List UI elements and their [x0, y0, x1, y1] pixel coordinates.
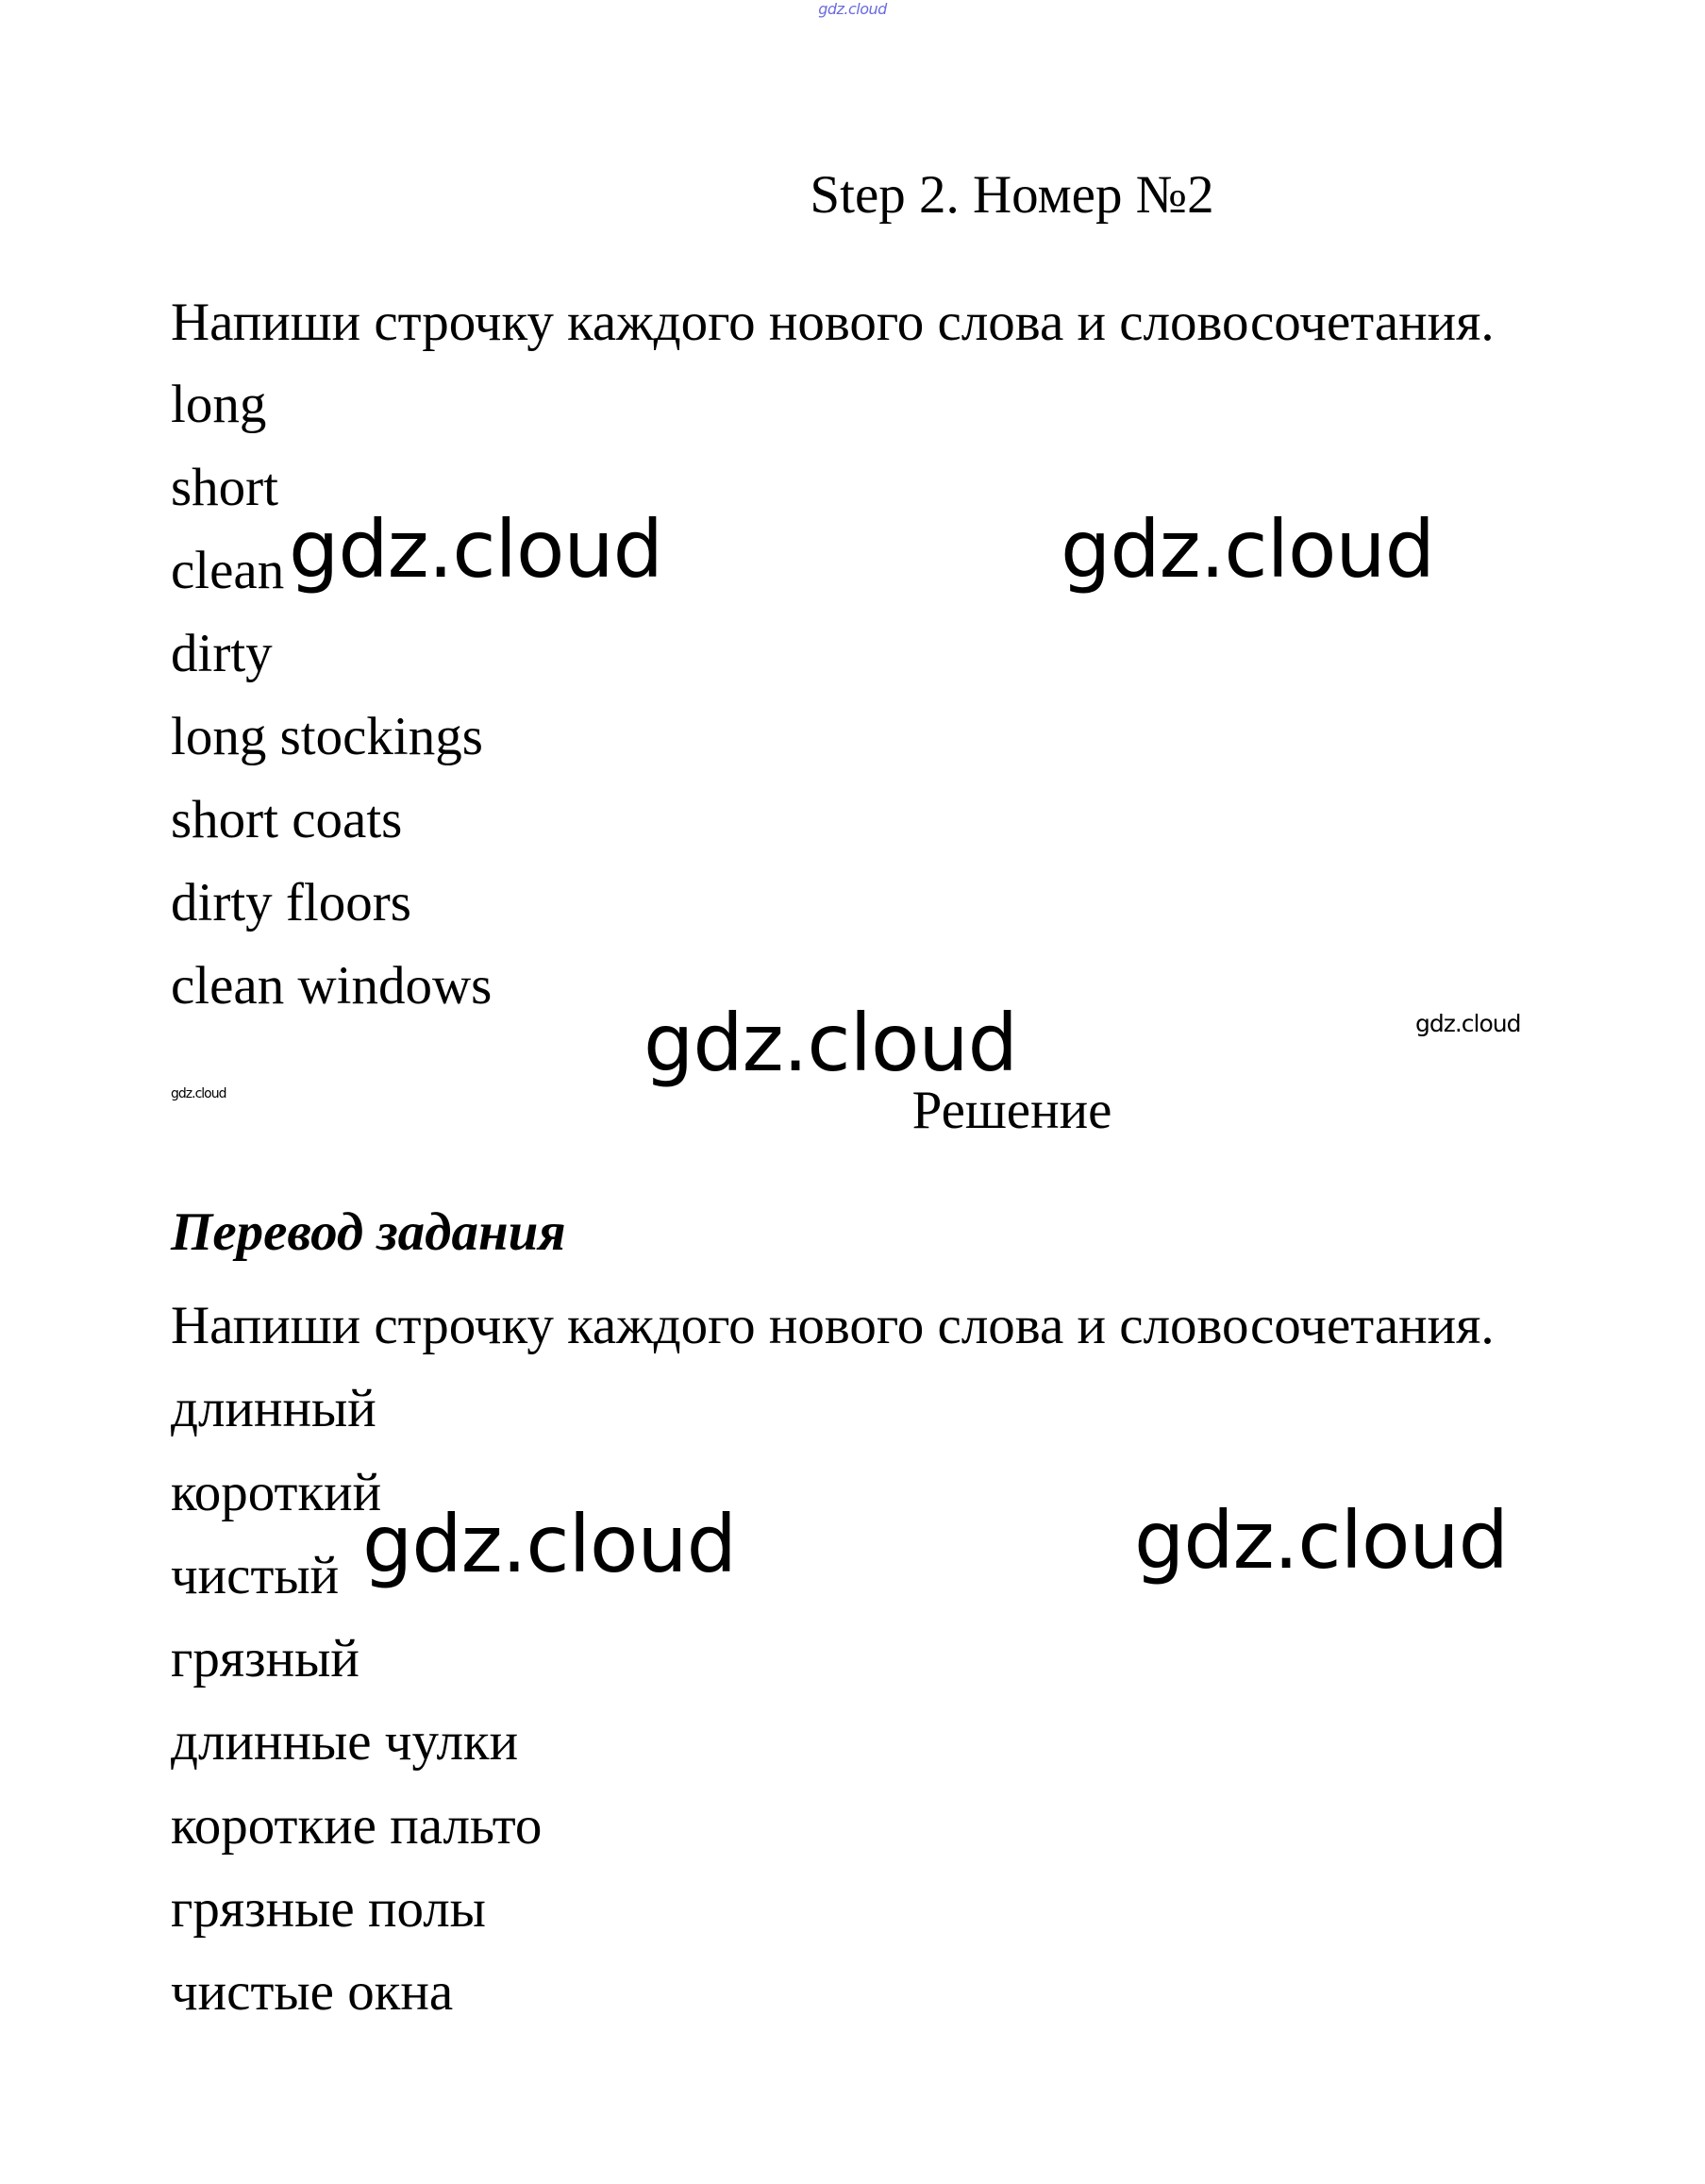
translation-word: длинные чулки	[171, 1712, 519, 1772]
task-word: dirty floors	[171, 873, 411, 932]
task-instruction: Напиши строчку каждого нового слова и словосочетания.	[171, 293, 1495, 352]
watermark: gdz.cloud	[362, 1498, 736, 1590]
translation-word: длинный	[171, 1379, 376, 1438]
task-word: long stockings	[171, 707, 483, 766]
solution-label: Решение	[911, 1081, 1112, 1140]
task-word: dirty	[171, 624, 273, 683]
translation-word: грязные полы	[171, 1879, 486, 1939]
page-title: Step 2. Номер №2	[810, 165, 1214, 225]
translation-instruction: Напиши строчку каждого нового слова и словосочетания.	[171, 1296, 1495, 1355]
watermark: gdz.cloud	[644, 997, 1017, 1089]
watermark: gdz.cloud	[171, 1086, 226, 1101]
watermark: gdz.cloud	[1134, 1494, 1508, 1587]
translation-word: чистый	[171, 1546, 340, 1605]
watermark: gdz.cloud	[1061, 503, 1434, 596]
task-word: short coats	[171, 790, 403, 849]
translation-heading: Перевод задания	[171, 1202, 566, 1262]
translation-word: короткий	[171, 1463, 382, 1522]
header-watermark: gdz.cloud	[818, 0, 887, 18]
watermark: gdz.cloud	[1415, 1010, 1521, 1037]
translation-word: чистые окна	[171, 1962, 454, 2022]
watermark: gdz.cloud	[289, 503, 662, 596]
task-word: short	[171, 458, 278, 517]
task-word: long	[171, 375, 267, 434]
task-word: clean windows	[171, 956, 493, 1016]
translation-word: грязный	[171, 1629, 359, 1688]
translation-word: короткие пальто	[171, 1796, 543, 1856]
task-word: clean	[171, 541, 285, 600]
